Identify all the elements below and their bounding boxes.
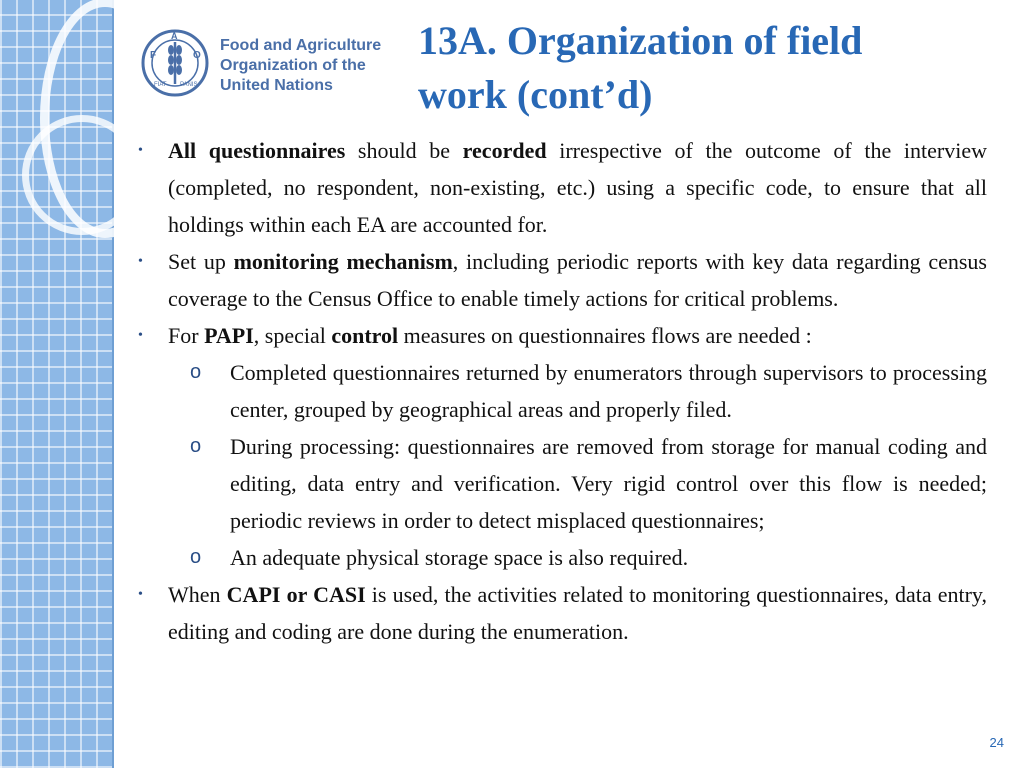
fao-name-line-2: Organization of the bbox=[220, 57, 366, 74]
circle-bullet-icon: o bbox=[190, 546, 202, 568]
text: is used, the activities related to monitoring questionnaires, data entry, editing and coding are done during the enumeration. bbox=[168, 582, 988, 644]
svg-text:PANIS: PANIS bbox=[180, 82, 198, 88]
text: During processing: questionnaires are removed from storage for manual coding and editing, data entry and verification. Very rigid control over this flow is needed; periodic reviews in order to detect misplaced questionnaires; bbox=[230, 434, 987, 533]
bullet-icon: • bbox=[138, 143, 143, 158]
sub-bullet-item bbox=[190, 539, 987, 576]
slide-body bbox=[138, 132, 988, 650]
slide-title-line-2: work (cont’d) bbox=[418, 72, 653, 117]
fao-name-line-1: Food and Agriculture bbox=[220, 37, 382, 54]
bullet-item bbox=[138, 576, 988, 650]
bold-text: PAPI bbox=[204, 323, 254, 348]
bold-text: recorded bbox=[462, 138, 547, 163]
sub-bullet-item bbox=[190, 354, 987, 428]
bullet-item bbox=[138, 317, 987, 354]
text: irrespective of the outcome of the interview (completed, no respondent, non-existing, etc.) using a specific code, to ensure that all holdings within each EA are accounted for. bbox=[168, 138, 987, 237]
circle-bullet-icon: o bbox=[190, 361, 202, 383]
bold-text: All questionnaires bbox=[168, 138, 346, 163]
slide-title-line-1: 13A. Organization of field bbox=[418, 18, 863, 63]
text: An adequate physical storage space is also required. bbox=[230, 545, 689, 570]
svg-text:F: F bbox=[150, 50, 157, 61]
slide-title bbox=[418, 14, 978, 122]
text: should be bbox=[345, 138, 463, 163]
svg-text:A: A bbox=[171, 31, 178, 41]
decorative-ring-small bbox=[22, 115, 142, 235]
text: For bbox=[168, 323, 205, 348]
text: Set up bbox=[168, 249, 234, 274]
text: Completed questionnaires returned by enumerators through supervisors to processing center, grouped by geographical areas and properly filed. bbox=[230, 360, 987, 422]
bullet-icon: • bbox=[138, 587, 143, 602]
text: , special bbox=[253, 323, 332, 348]
bullet-item bbox=[138, 132, 987, 243]
text: When bbox=[168, 582, 227, 607]
text: measures on questionnaires flows are needed : bbox=[398, 323, 812, 348]
bold-text: CAPI or CASI bbox=[226, 582, 366, 607]
svg-text:O: O bbox=[193, 50, 201, 61]
fao-logo bbox=[140, 24, 390, 104]
circle-bullet-icon: o bbox=[190, 435, 202, 457]
bullet-icon: • bbox=[138, 254, 143, 269]
fao-emblem-icon bbox=[140, 28, 210, 98]
bold-text: control bbox=[331, 323, 399, 348]
fao-name-line-3: United Nations bbox=[220, 77, 333, 94]
fao-name bbox=[220, 36, 400, 96]
sub-bullet-item bbox=[190, 428, 987, 539]
page-number: 24 bbox=[989, 735, 1004, 750]
bullet-icon: • bbox=[138, 328, 143, 343]
bold-text: monitoring mechanism bbox=[233, 249, 453, 274]
text: , including periodic reports with key data regarding census coverage to the Census Office to enable timely actions for critical problems. bbox=[168, 249, 987, 311]
svg-text:FIAT: FIAT bbox=[154, 82, 167, 88]
bullet-item bbox=[138, 243, 987, 317]
